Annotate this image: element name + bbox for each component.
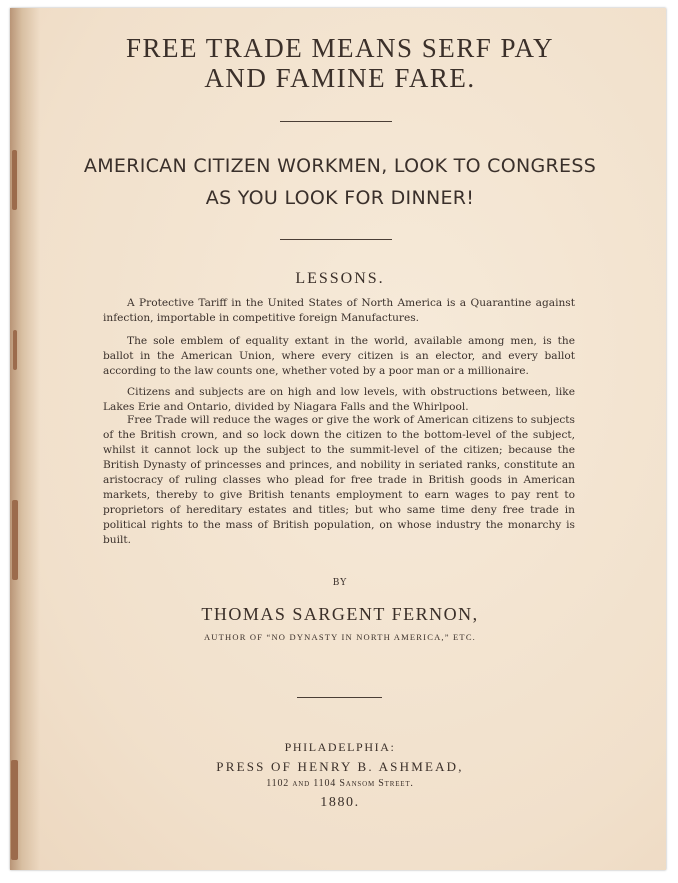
binding-tear — [13, 330, 17, 370]
main-title-line-1: FREE TRADE MEANS SERF PAY — [125, 33, 555, 63]
lesson-paragraph: The sole emblem of equality extant in the world, available among men, is the ballot in the American Union, where every citizen is an elector, and every ballot according to the law counts one, whether voted by a poor man or a millionaire. — [103, 335, 575, 377]
subtitle-line-1: AMERICAN CITIZEN WORKMEN, LOOK TO CONGRESS — [83, 155, 597, 177]
bound-spine-edge — [10, 8, 40, 870]
title-divider — [280, 121, 392, 122]
binding-tear — [12, 150, 17, 210]
imprint-divider — [297, 697, 382, 698]
subtitle-line-2: AS YOU LOOK FOR DINNER! — [205, 187, 475, 209]
subtitle — [60, 150, 620, 214]
imprint-year: 1880. — [320, 795, 360, 810]
main-title — [60, 33, 620, 93]
by-label: BY — [332, 578, 348, 588]
imprint-press: PRESS OF HENRY B. ASHMEAD, — [216, 759, 464, 774]
lessons-heading: LESSONS. — [295, 270, 385, 287]
main-title-line-2: AND FAMINE FARE. — [204, 63, 476, 93]
imprint-address: 1102 and 1104 Sansom Street. — [266, 778, 414, 789]
imprint-city: PHILADELPHIA: — [284, 740, 396, 754]
author-name: THOMAS SARGENT FERNON, — [201, 604, 479, 624]
subtitle-divider — [280, 239, 392, 240]
lesson-paragraph: Citizens and subjects are on high and low levels, with obstructions between, like Lakes Erie and Ontario, divided by Niagara Falls and the Whirlpool. — [103, 386, 575, 413]
binding-tear — [11, 760, 18, 860]
binding-tear — [12, 500, 18, 580]
author-credits: AUTHOR OF “NO DYNASTY IN NORTH AMERICA,” ETC. — [203, 632, 477, 642]
lesson-paragraph: Free Trade will reduce the wages or give the work of American citizens to subjects of the British crown, and so lock down the citizen to the bottom-level of the subject, whilst it cannot lock up the subject to the summit-level of the citizen; because the British Dynasty of princesses and princes, and nobility in seriated ranks, constitute an aristocracy of ruling classes who plead for free trade in British goods in American markets, thereby to give British tenants employment to earn wages to pay rent to proprietors of hereditary estates and titles; but who same time deny free trade in political rights to the mass of British population, on whose industry the monarchy is built. — [103, 414, 575, 546]
lesson-paragraph: A Protective Tariff in the United States of North America is a Quarantine against infection, importable in competitive foreign Manufactures. — [103, 297, 575, 324]
